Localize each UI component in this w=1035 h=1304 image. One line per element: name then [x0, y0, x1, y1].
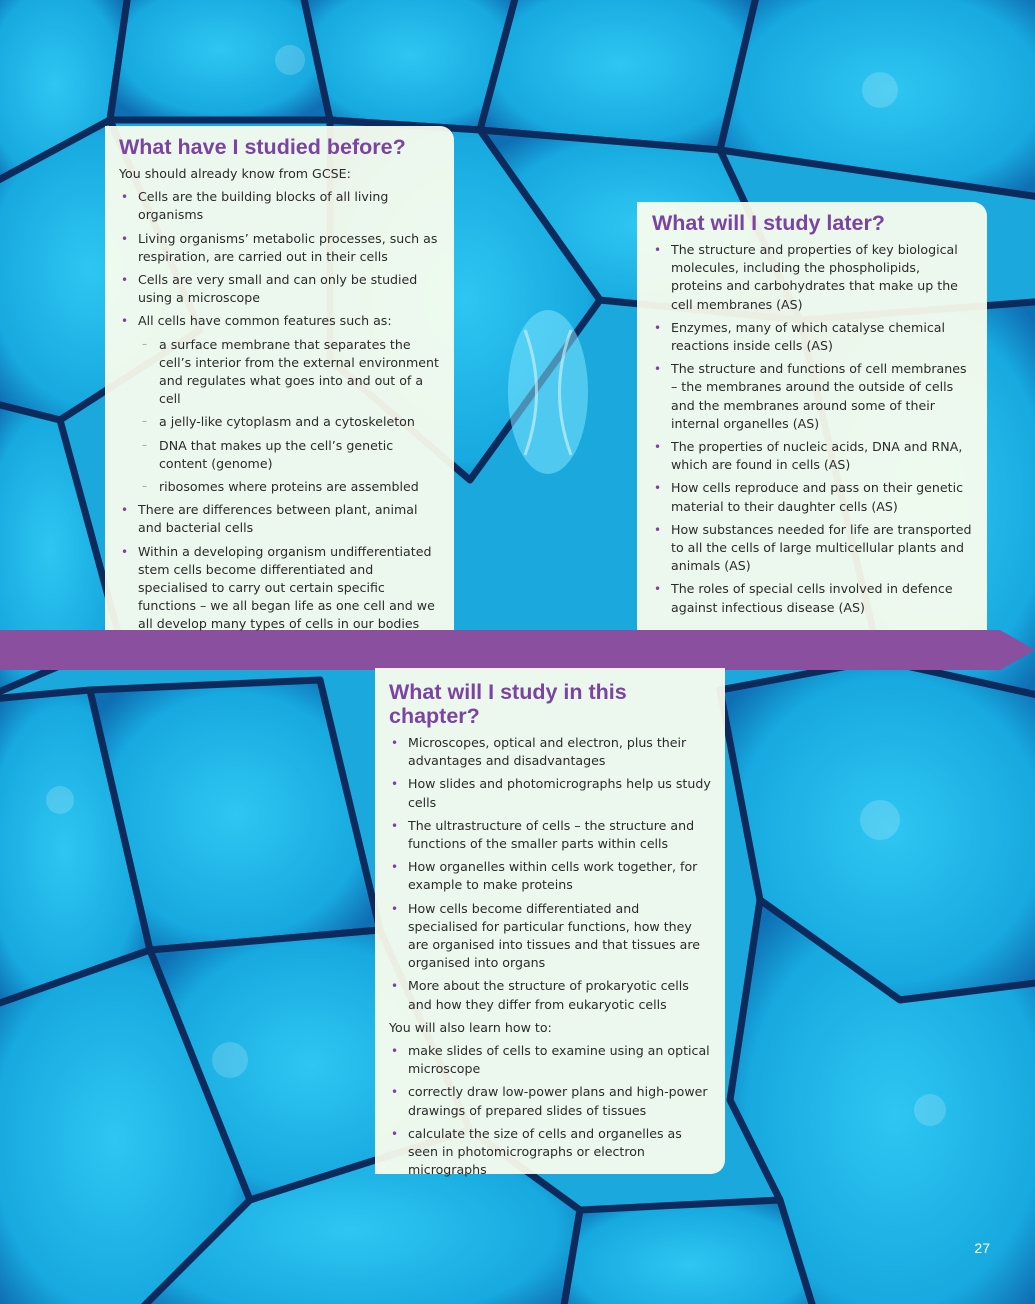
- sub-list-item: – ribosomes where proteins are assembled: [119, 478, 440, 496]
- bullet-icon: •: [391, 860, 399, 875]
- page-number: 27: [974, 1240, 990, 1256]
- bullet-icon: •: [391, 1126, 399, 1141]
- list-item: • make slides of cells to examine using an optical microscope: [391, 1043, 710, 1077]
- sub-list-item: – a surface membrane that separates the cell’s interior from the external environment and regulates what goes into and out of a cell: [142, 336, 439, 407]
- bullet-icon: •: [121, 314, 129, 329]
- study-chapter-heading: What will I study in this chapter?: [389, 680, 627, 728]
- studied-before-box: [105, 126, 454, 630]
- list-item: • Microscopes, optical and electron, plus their advantages and disadvantages: [391, 735, 687, 769]
- bullet-icon: •: [391, 979, 399, 994]
- bullet-icon: •: [121, 544, 129, 559]
- bullet-icon: •: [654, 582, 662, 597]
- list-item: • Within a developing organism undifferentiated stem cells become differentiated and specialised to carry out certain specific functions – we all began life as one cell and we all develop many types of cells in our bodies: [121, 543, 435, 632]
- bullet-icon: •: [391, 777, 399, 792]
- bullet-icon: •: [121, 190, 129, 205]
- dash-icon: –: [142, 416, 147, 428]
- list-item: • All cells have common features such as:: [119, 312, 440, 330]
- list-item: • How organelles within cells work together, for example to make proteins: [391, 859, 698, 893]
- dash-icon: –: [142, 338, 147, 350]
- study-later-heading: What will I study later?: [652, 211, 885, 235]
- list-item: • calculate the size of cells and organelles as seen in photomicrographs or electron micrographs: [391, 1125, 682, 1178]
- sub-list-item: – DNA that makes up the cell’s genetic content (genome): [142, 437, 394, 471]
- studied-before-list: [119, 188, 440, 633]
- bullet-icon: •: [391, 901, 399, 916]
- list-item: • There are differences between plant, animal and bacterial cells: [121, 502, 418, 536]
- study-later-box: [637, 202, 987, 630]
- study-later-list: [652, 241, 973, 617]
- list-item: • How cells become differentiated and specialised for particular functions, how they are organised into tissues and that tissues are organised into organs: [391, 900, 701, 971]
- list-item: • The ultrastructure of cells – the structure and functions of the smaller parts within cells: [391, 817, 695, 852]
- skills-list: [389, 1042, 711, 1179]
- study-chapter-list: [389, 734, 711, 1014]
- bullet-icon: •: [121, 273, 129, 288]
- bullet-icon: •: [121, 503, 129, 518]
- list-item: • The roles of special cells involved in defence against infectious disease (AS): [654, 581, 953, 615]
- bullet-icon: •: [654, 362, 662, 377]
- bullet-icon: •: [654, 440, 662, 455]
- bullet-icon: •: [654, 522, 662, 537]
- list-item: • How cells reproduce and pass on their genetic material to their daughter cells (AS): [654, 480, 964, 514]
- list-item: • The structure and functions of cell membranes – the membranes around the outside of cells and the membranes around some of their internal organelles (AS): [654, 361, 967, 431]
- list-item: • How slides and photomicrographs help us study cells: [391, 776, 711, 810]
- list-item: • Enzymes, many of which catalyse chemical reactions inside cells (AS): [654, 319, 945, 354]
- list-item: • The properties of nucleic acids, DNA and RNA, which are found in cells (AS): [654, 439, 963, 473]
- list-item: • correctly draw low-power plans and high-power drawings of prepared slides of tissues: [391, 1084, 708, 1118]
- list-item: • Cells are the building blocks of all living organisms: [121, 189, 389, 223]
- skills-intro: You will also learn how to:: [389, 1019, 552, 1035]
- bullet-icon: •: [391, 818, 399, 833]
- progression-arrow-band: [0, 630, 1035, 670]
- bullet-icon: •: [654, 243, 662, 257]
- list-item: • More about the structure of prokaryotic cells and how they differ from eukaryotic cells: [391, 978, 689, 1012]
- bullet-icon: •: [391, 1085, 399, 1100]
- bullet-icon: •: [654, 320, 662, 335]
- bullet-icon: •: [391, 1044, 399, 1059]
- list-item: • Living organisms’ metabolic processes, such as respiration, are carried out in their cells: [121, 230, 438, 264]
- list-item: • The structure and properties of key biological molecules, including the phospholipids, proteins and carbohydrates that make up the cell membranes (AS): [654, 242, 958, 312]
- bullet-icon: •: [654, 481, 662, 496]
- studied-before-intro: You should already know from GCSE:: [119, 166, 351, 181]
- dash-icon: –: [142, 481, 147, 493]
- bullet-icon: •: [121, 231, 129, 246]
- bullet-icon: •: [391, 736, 399, 750]
- list-item: • Cells are very small and can only be studied using a microscope: [121, 272, 418, 306]
- list-item: • How substances needed for life are transported to all the cells of large multicellular plants and animals (AS): [654, 521, 972, 574]
- dash-icon: –: [142, 439, 147, 451]
- study-chapter-box: [375, 668, 725, 1178]
- sub-list-item: – a jelly-like cytoplasm and a cytoskeleton: [119, 413, 440, 431]
- studied-before-heading: What have I studied before?: [119, 135, 406, 159]
